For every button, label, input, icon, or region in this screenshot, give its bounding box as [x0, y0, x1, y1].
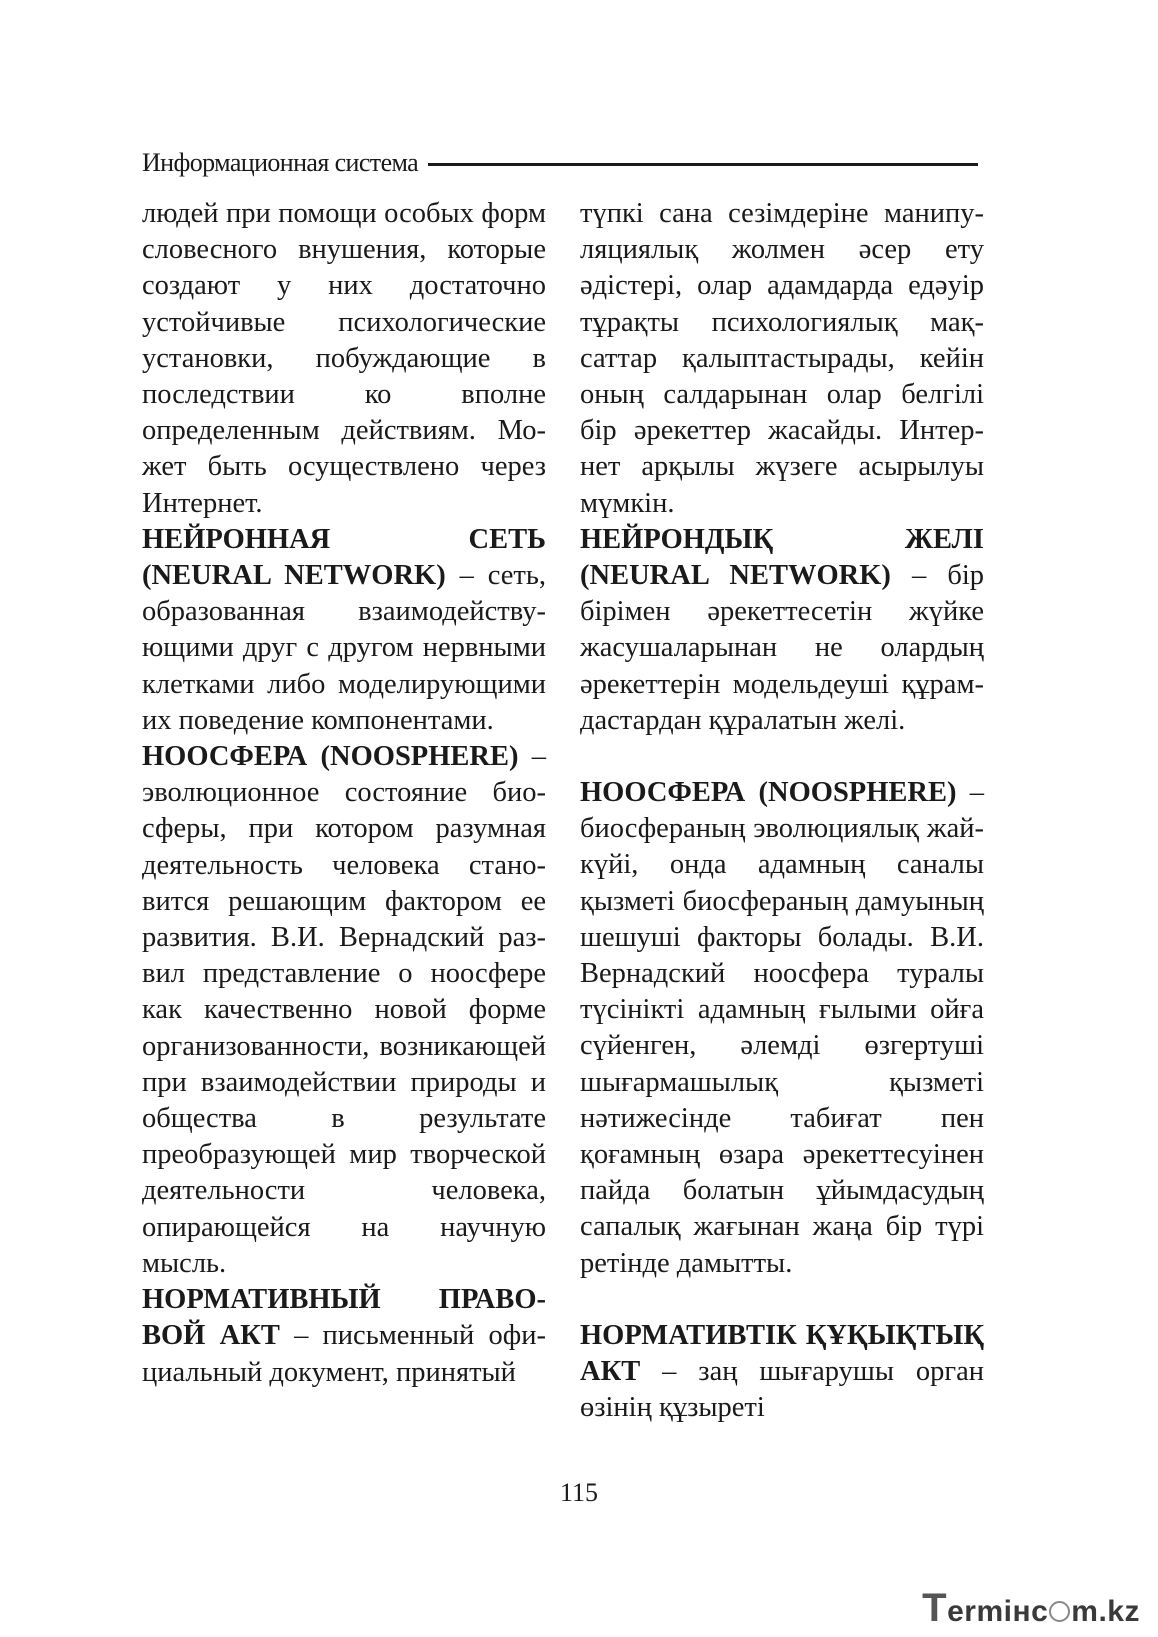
entry-term: НЕЙРОНДЫҚ ЖЕЛІ (NEURAL NETWORK) — [580, 523, 984, 592]
entry-text: людей при помощи особых форм словесного внушения, которые создают у них достаточно устойчивые психологические установки, побуждающие в последствии ко вполне определенным действиям. Может быть осуществлено через Интернет. — [142, 198, 546, 519]
entry-noosphere — [142, 739, 546, 1282]
entry-definition: – сеть, образованная взаимодействующими друг с другом нервными клетками либо моделирующими их поведение компонентами. — [142, 560, 546, 736]
spacer — [580, 739, 984, 775]
entry-term: НООСФЕРА (NOOSPHERE) — [580, 777, 957, 809]
entry-term: НОРМАТИВТІК ҚҰҚЫҚТЫҚ АКТ — [580, 1319, 984, 1388]
right-column-kazakh — [580, 196, 984, 1427]
running-head-title: Информационная система — [142, 148, 419, 177]
entry-term: НОРМАТИВНЫЙ ПРАВОВОЙ АКТ — [142, 1284, 546, 1352]
entry-continuation — [142, 196, 546, 522]
running-head — [142, 148, 978, 178]
entry-continuation — [580, 196, 984, 522]
entry-definition: – биосфераның эволюциялық жай-күйі, онда адамның саналы қызметі биосфераның дамуының шешуші факторы болады. В.И. Вернадский ноосфера туралы түсінікті адамның ғылыми ойға сүйенген, әлемді өзгертуші шығармашылық қызметі нәтижесінде табиғат пен қоғамның өзара әрекеттесуінен пайда болатын ұйымдасудың сапалық жағынан жаңа бір түрі ретінде дамытты. — [580, 777, 984, 1279]
entry-definition: – эволюционное состояние биосферы, при котором разумная деятельность человека становится решающим фактором ее развития. В.И. Вернадский развил представление о ноосфере как качественно новой форме организованности, возникающей при взаимодействии природы и общества в результате преобразующей мир творческой деятельности человека, опирающейся на научную мысль. — [142, 741, 546, 1279]
entry-definition: – бір бірімен әрекеттесетін жүйке жасушаларынан не олардың әрекеттерін модельдеуші құрамдастардан құралатын желі. — [580, 560, 984, 736]
entry-neural-network — [142, 522, 546, 739]
entry-definition: – заң шығарушы орган өзінің құзыреті — [580, 1356, 984, 1424]
spacer — [580, 1282, 984, 1318]
page-number: 115 — [559, 1478, 599, 1507]
entry-term: НЕЙРОННАЯ СЕТЬ (NEURAL NETWORK) — [142, 523, 546, 592]
watermark-logo: Termінс m.kz — [922, 1586, 1140, 1630]
left-column-russian — [142, 196, 546, 1391]
entry-neural-network — [580, 522, 984, 739]
entry-definition: – письменный официальный документ, принятый — [142, 1320, 546, 1388]
running-head-rule — [428, 163, 978, 166]
entry-noosphere — [580, 775, 984, 1282]
entry-normative-act — [580, 1318, 984, 1427]
entry-text: түпкі сана сезімдеріне манипуляциялық жолмен әсер ету әдістері, олар адамдарда едәуір тұрақты психологиялық мақсаттар қалыптастырады, кейін оның салдарынан олар белгілі бір әрекеттер жасайды. Интернет арқылы жүзеге асырылуы мүмкін. — [580, 198, 984, 519]
entry-normative-act — [142, 1282, 546, 1391]
entry-term: НООСФЕРА (NOOSPHERE) — [142, 741, 519, 773]
